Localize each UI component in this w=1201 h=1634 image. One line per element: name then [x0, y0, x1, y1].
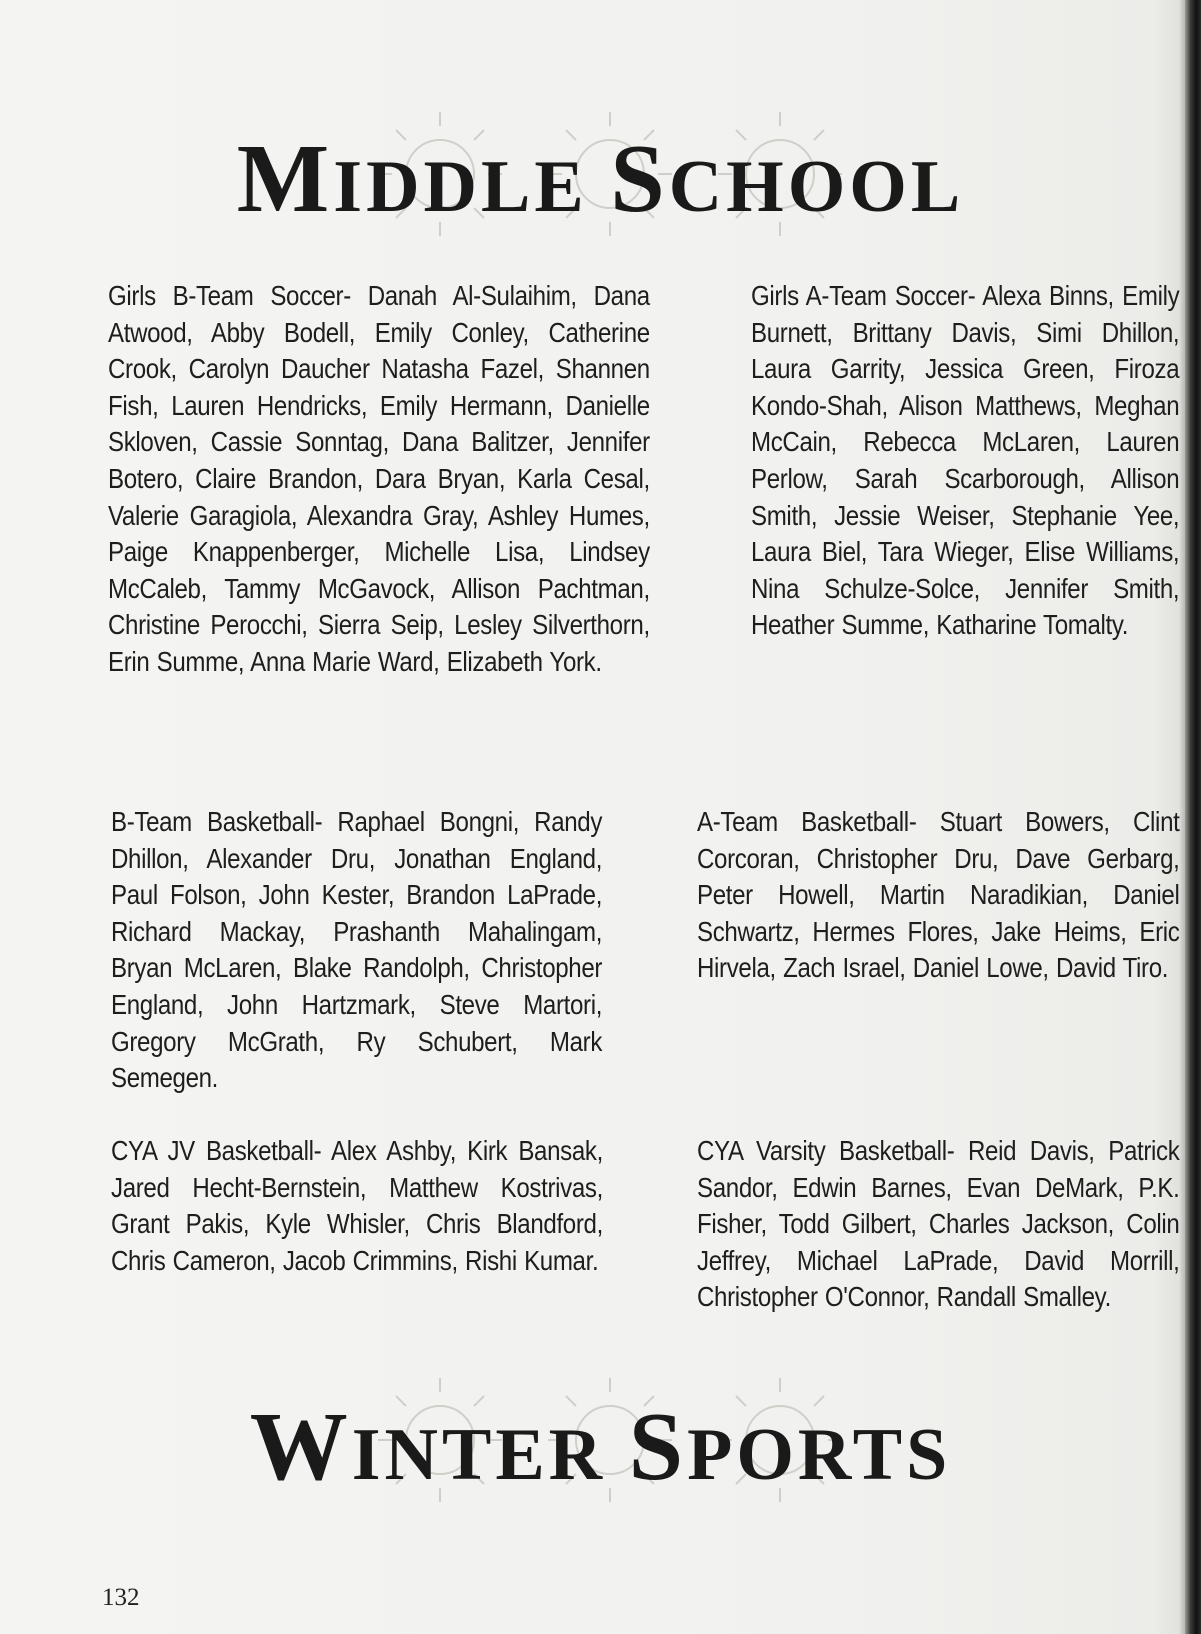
team-roster-cya-varsity-basketball [697, 1133, 1179, 1316]
page-number: 132 [102, 1584, 140, 1611]
team-roster-a-team-basketball [697, 804, 1179, 987]
heading-bottom-rest-2: PORTS [687, 1414, 952, 1497]
heading-bottom-initial-2: S [628, 1393, 688, 1502]
roster-text: B-Team Basketball- Raphael Bongni, Randy Dhillon, Alexander Dru, Jonathan England, Paul Folson, John Kester, Brandon LaPrade, Richard Mackay, Prashanth Mahalingam, Bryan McLaren, Blake Randolph, Christopher England, John Hartzmark, Steve Martori, Gregory McGrath, Ry Schubert, Mark Semegen. [111, 806, 603, 1094]
heading-middle-school [0, 123, 1201, 235]
page-binding [1185, 0, 1201, 1634]
heading-top-initial-2: S [610, 125, 669, 234]
heading-winter-sports [0, 1391, 1201, 1503]
heading-bottom-rest-1: INTER [351, 1414, 607, 1497]
roster-text: CYA Varsity Basketball- Reid Davis, Patrick Sandor, Edwin Barnes, Evan DeMark, P.K. Fisher, Todd Gilbert, Charles Jackson, Colin Jeffrey, Michael LaPrade, David Morrill, Christopher O'Connor, Randall Smalley. [697, 1135, 1180, 1313]
roster-text: CYA JV Basketball- Alex Ashby, Kirk Bansak, Jared Hecht-Bernstein, Matthew Kostrivas, Grant Pakis, Kyle Whisler, Chris Blandford, Chris Cameron, Jacob Crimmins, Rishi Kumar. [111, 1135, 603, 1276]
heading-top-rest-2: CHOOL [668, 146, 965, 229]
roster-text: A-Team Basketball- Stuart Bowers, Clint Corcoran, Christopher Dru, Dave Gerbarg, Peter Howell, Martin Naradikian, Daniel Schwartz, Hermes Flores, Jake Heims, Eric Hirvela, Zach Israel, Daniel Lowe, David Tiro. [697, 806, 1180, 984]
team-roster-cya-jv-basketball [111, 1133, 603, 1279]
heading-top-initial-1: M [236, 125, 334, 234]
team-roster-b-team-basketball [111, 804, 602, 1097]
team-roster-girls-a-soccer [751, 278, 1179, 644]
team-roster-girls-b-soccer [108, 278, 650, 681]
roster-text: Girls B-Team Soccer- Danah Al-Sulaihim, Dana Atwood, Abby Bodell, Emily Conley, Catherine Crook, Carolyn Daucher Natasha Fazel, Shannen Fish, Lauren Hendricks, Emily Hermann, Danielle Skloven, Cassie Sonntag, Dana Balitzer, Jennifer Botero, Claire Brandon, Dara Bryan, Karla Cesal, Valerie Garagiola, Alexandra Gray, Ashley Humes, Paige Knappenberger, Michelle Lisa, Lindsey McCaleb, Tammy McGavock, Allison Pachtman, Christine Perocchi, Sierra Seip, Lesley Silverthorn, Erin Summe, Anna Marie Ward, Elizabeth York. [108, 280, 650, 677]
heading-bottom-initial-1: W [249, 1393, 352, 1502]
heading-top-rest-1: IDDLE [333, 146, 588, 229]
roster-text: Girls A-Team Soccer- Alexa Binns, Emily Burnett, Brittany Davis, Simi Dhillon, Laura Garrity, Jessica Green, Firoza Kondo-Shah, Alison Matthews, Meghan McCain, Rebecca McLaren, Lauren Perlow, Sarah Scarborough, Allison Smith, Jessie Weiser, Stephanie Yee, Laura Biel, Tara Wieger, Elise Williams, Nina Schulze-Solce, Jennifer Smith, Heather Summe, Katharine Tomalty. [751, 280, 1180, 641]
